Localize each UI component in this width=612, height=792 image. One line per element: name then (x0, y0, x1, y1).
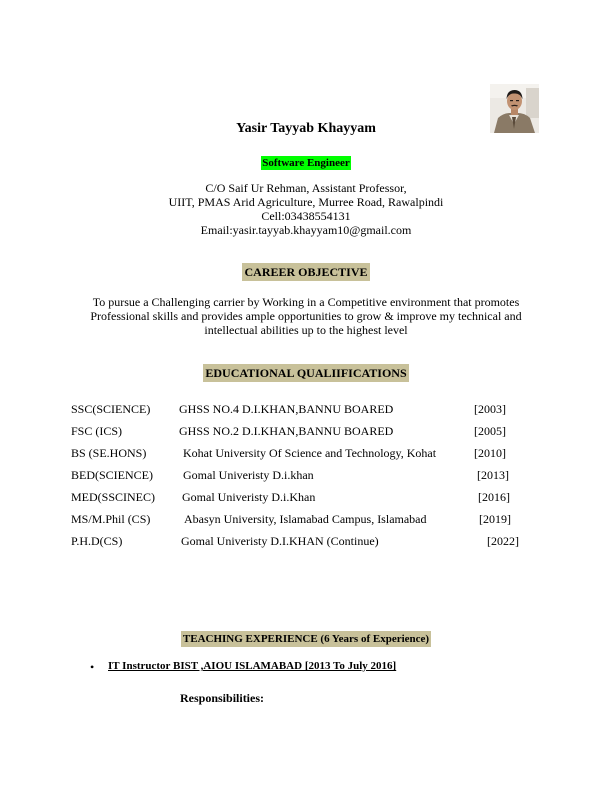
degree-ms: MS/M.Phil (CS) (71, 512, 151, 526)
job-title: Software Engineer (262, 157, 350, 169)
year-bed: [2013] (477, 468, 509, 482)
career-objective-text (76, 295, 536, 337)
objective-line: Professional skills and provides ample opportunities to grow & improve my technical and (90, 309, 522, 323)
career-objective-section (0, 265, 612, 280)
degree-ssc: SSC(SCIENCE) (71, 402, 151, 416)
institute-ms: Abasyn University, Islamabad Campus, Islamabad (184, 512, 427, 526)
teaching-section (0, 629, 612, 647)
job-title-block (0, 153, 612, 171)
degree-phd: P.H.D(CS) (71, 534, 123, 548)
institute-bed: Gomal Univeristy D.i.khan (183, 468, 314, 482)
degree-bs: BS (SE.HONS) (71, 446, 147, 460)
institute-ssc: GHSS NO.4 D.I.KHAN,BANNU BOARED (179, 402, 394, 416)
degree-fsc: FSC (ICS) (71, 424, 123, 438)
objective-line: To pursue a Challenging carrier by Working in a Competitive environment that promotes (92, 295, 520, 309)
year-bs: [2010] (474, 446, 506, 460)
objective-line: intellectual abilities up to the highest level (204, 323, 408, 337)
year-phd: [2022] (487, 534, 519, 548)
degree-med: MED(SSCINEC) (71, 490, 156, 504)
contact-line-care-of: C/O Saif Ur Rehman, Assistant Professor, (205, 181, 407, 195)
education-heading: EDUCATIONAL QUALIIFICATIONS (205, 366, 407, 380)
contact-line-email: Email:yasir.tayyab.khayyam10@gmail.com (200, 223, 412, 237)
responsibilities-label: Responsibilities: (180, 691, 265, 705)
degree-bed: BED(SCIENCE) (71, 468, 153, 482)
year-fsc: [2005] (474, 424, 506, 438)
institute-fsc: GHSS NO.2 D.I.KHAN,BANNU BOARED (179, 424, 394, 438)
year-med: [2016] (478, 490, 510, 504)
institute-med: Gomal Univeristy D.i.Khan (182, 490, 316, 504)
education-section (0, 366, 612, 381)
year-ssc: [2003] (474, 402, 506, 416)
institute-phd: Gomal Univeristy D.I.KHAN (Continue) (181, 534, 379, 548)
contact-line-address: UIIT, PMAS Arid Agriculture, Murree Road, Rawalpindi (168, 195, 444, 209)
experience-item: IT Instructor BIST ,AIOU ISLAMABAD [2013 To July 2016] (108, 660, 397, 672)
candidate-name: Yasir Tayyab Khayyam (236, 121, 376, 136)
contact-block (0, 181, 612, 237)
contact-line-cell: Cell:03438554131 (261, 209, 351, 223)
year-ms: [2019] (479, 512, 511, 526)
teaching-heading: TEACHING EXPERIENCE (6 Years of Experience) (182, 633, 430, 645)
career-objective-heading: CAREER OBJECTIVE (244, 265, 368, 279)
institute-bs: Kohat University Of Science and Technology, Kohat (183, 446, 437, 460)
bullet-icon: • (90, 660, 95, 674)
